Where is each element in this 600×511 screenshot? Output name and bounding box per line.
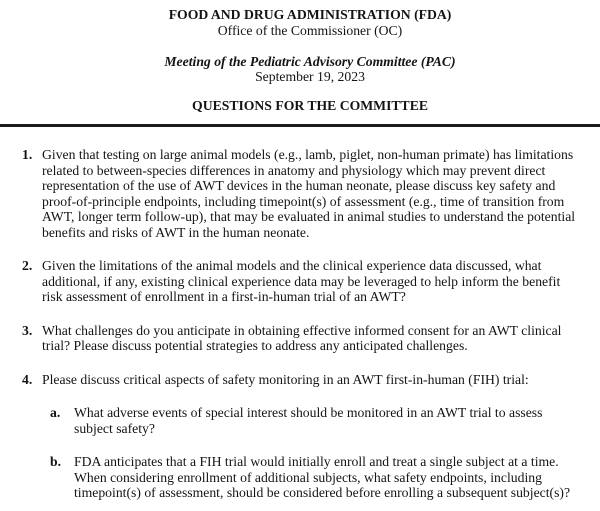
sub-question-letter: a.	[50, 405, 61, 420]
sub-question-text: What adverse events of special interest should be monitored in an AWT trial to assess subject safety?	[74, 405, 543, 436]
question-item-3	[22, 322, 580, 354]
question-number: 2.	[22, 258, 33, 273]
sub-question-item-b	[50, 454, 579, 501]
question-text: What challenges do you anticipate in obtaining effective informed consent for an AWT clinical trial? Please discuss potential strategies to address any anticipated challenges.	[42, 322, 562, 353]
questions-list	[0, 147, 600, 501]
question-number: 4.	[22, 371, 33, 387]
question-item-4	[22, 371, 580, 501]
sub-question-item-a	[50, 405, 579, 436]
document-title: QUESTIONS FOR THE COMMITTEE	[192, 97, 428, 113]
question-item-2	[22, 258, 580, 305]
question-number: 3.	[22, 322, 33, 338]
agency-name: FOOD AND DRUG ADMINISTRATION (FDA)	[168, 7, 452, 22]
header-divider	[0, 124, 600, 127]
question-text: Please discuss critical aspects of safety monitoring in an AWT first-in-human (FIH) trial:	[42, 371, 529, 387]
question-text: Given that testing on large animal models (e.g., lamb, piglet, non-human primate) has limitations related to between-species differences in anatomy and physiology which may prevent direct representation of the use of AWT devices in the human neonate, please discuss key safety and proof-of-principle endpoints, including timepoint(s) of assessment (e.g., time of transition from AWT, longer term follow-up), that may be evaluated in animal studies to understand the potential benefits and risks of AWT in the human neonate.	[42, 147, 576, 240]
question-item-1	[22, 147, 580, 240]
question-text: Given the limitations of the animal models and the clinical experience data discussed, what additional, if any, existing clinical experience data may be leveraged to help inform the benefit risk assessment of enrollment in a first-in-human trial of an AWT?	[42, 258, 561, 304]
meeting-title: Meeting of the Pediatric Advisory Committee (PAC)	[164, 53, 456, 69]
office-name: Office of the Commissioner (OC)	[217, 22, 403, 38]
sub-question-letter: b.	[50, 454, 62, 469]
meeting-date: September 19, 2023	[255, 69, 365, 84]
document-header	[20, 0, 600, 113]
question-number: 1.	[22, 147, 33, 162]
sub-question-text: FDA anticipates that a FIH trial would initially enroll and treat a single subject at a time. When considering enrollment of additional subjects, what safety endpoints, including timepoint(s) of assessment, should be considered before enrolling a subsequent subject(s)?	[74, 454, 571, 500]
